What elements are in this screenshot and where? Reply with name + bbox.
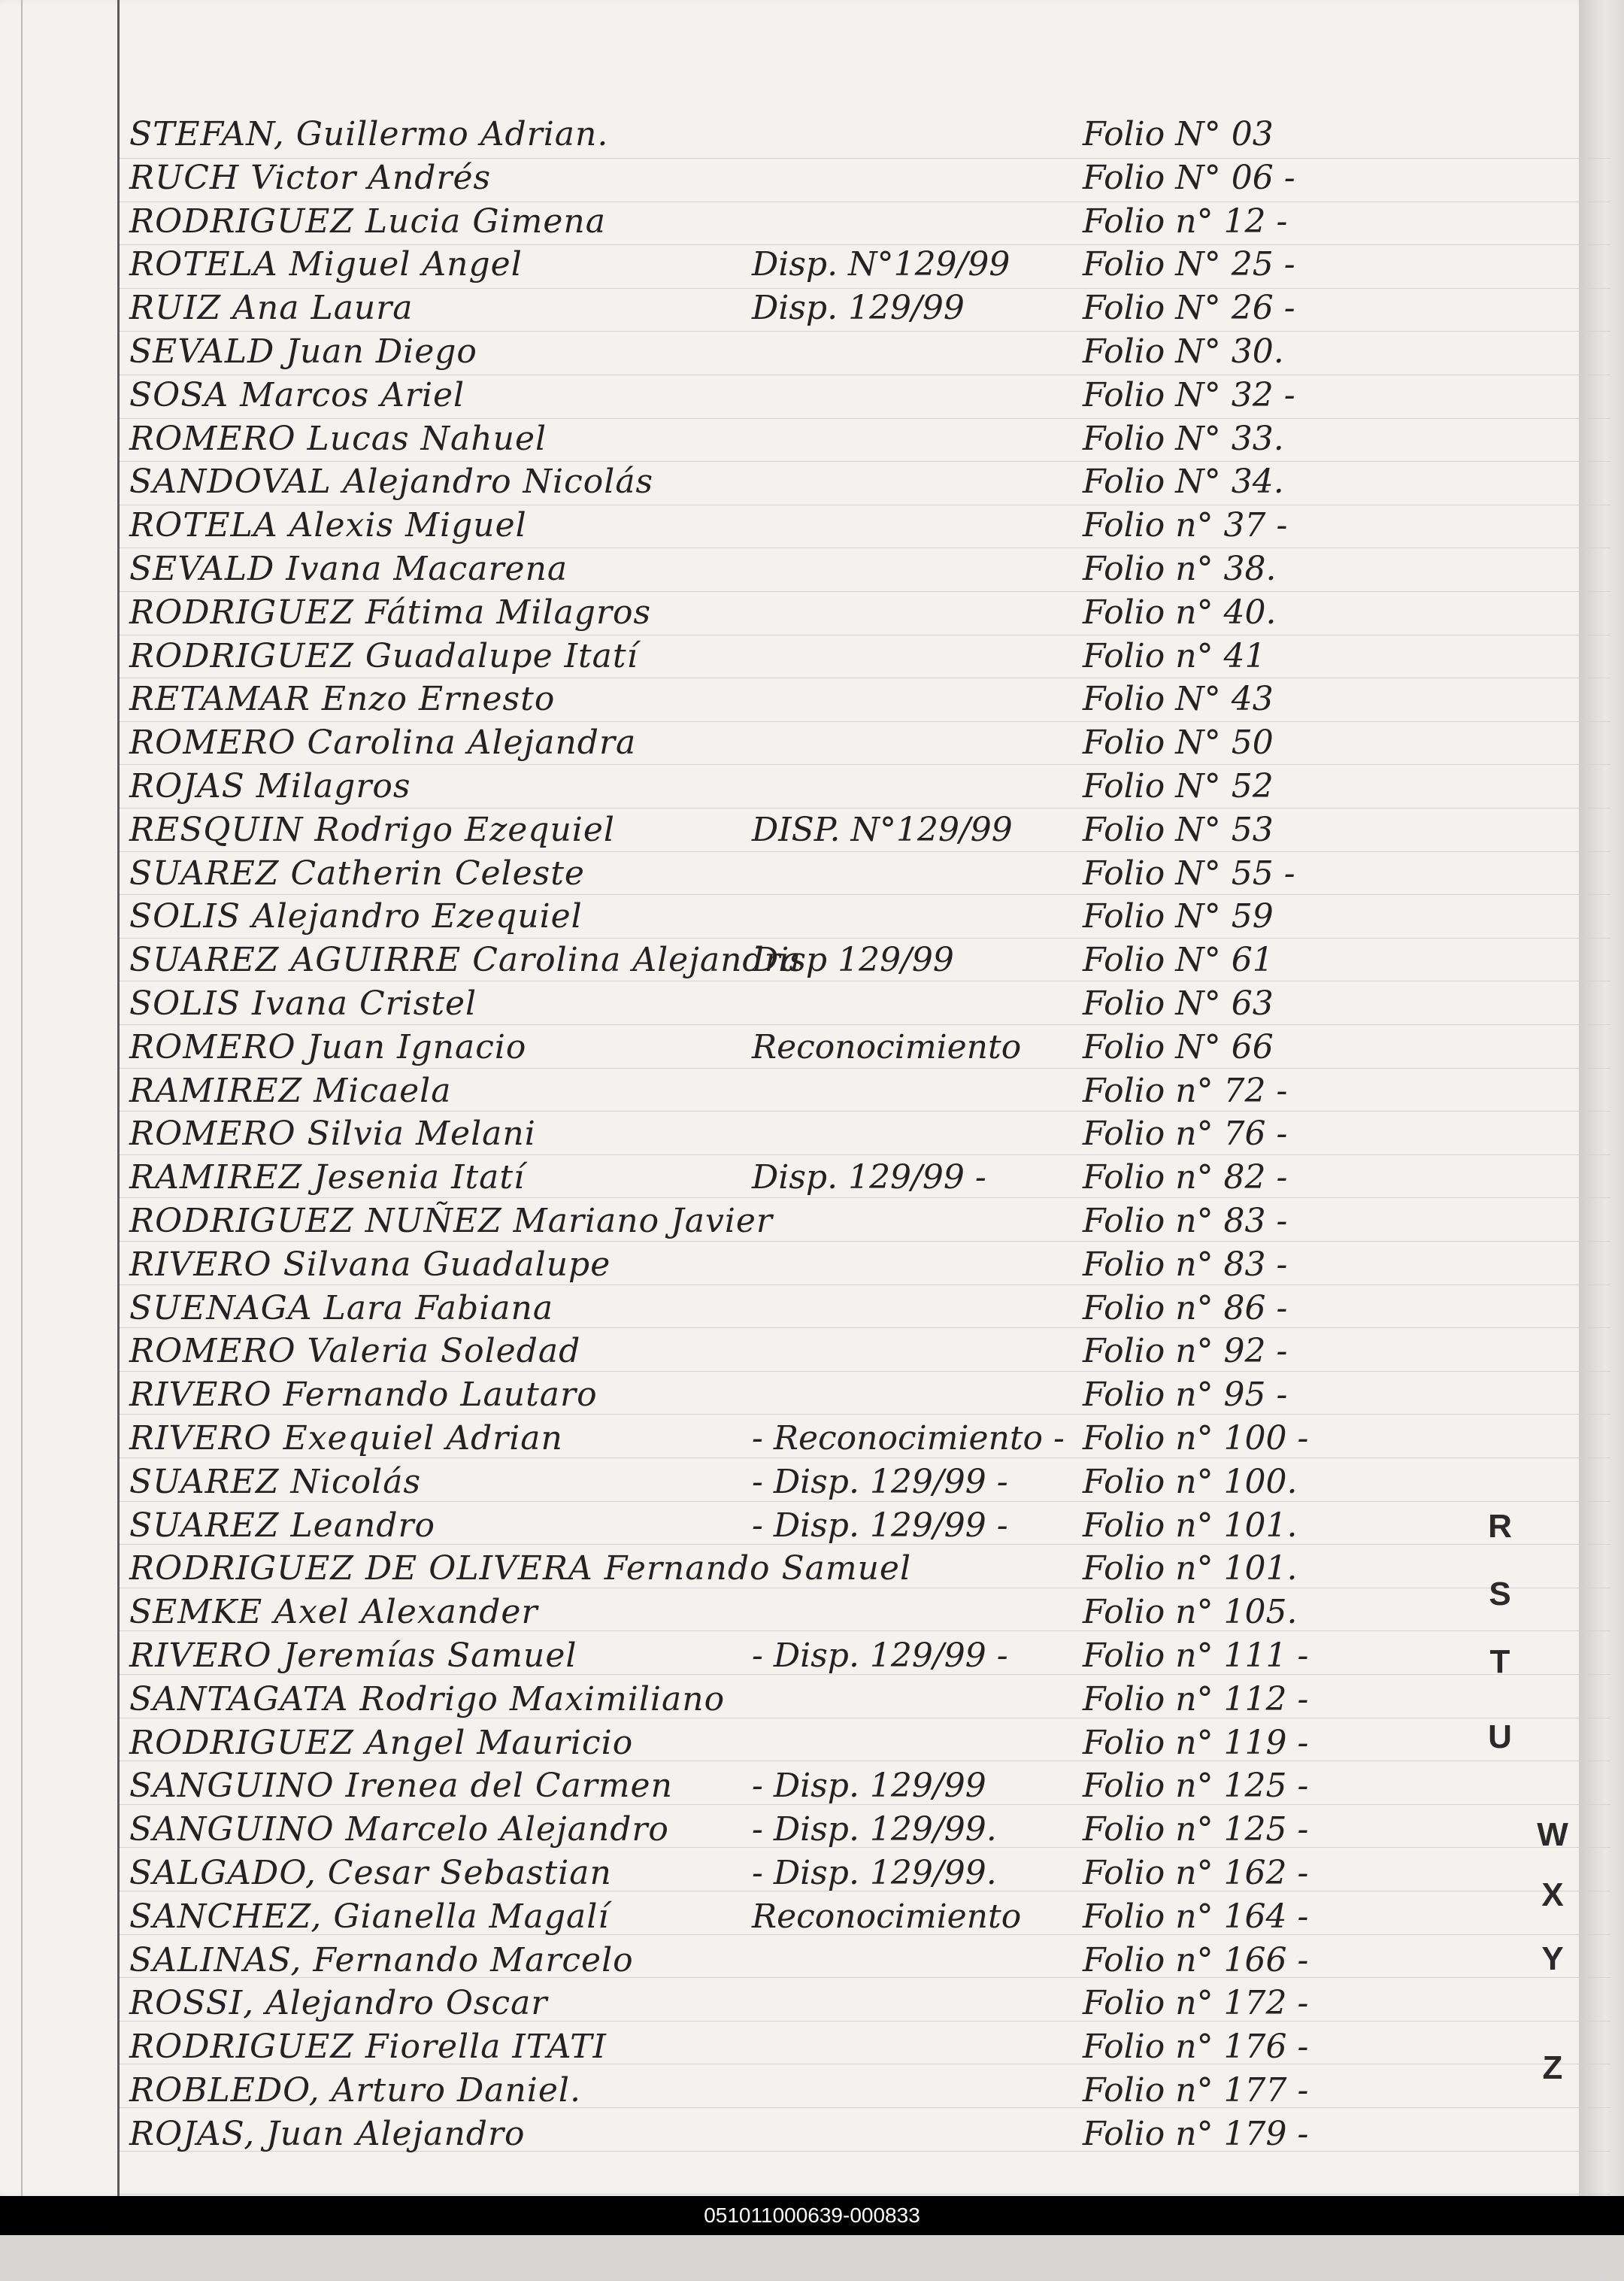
entry-name: SOLIS Ivana Cristel	[129, 984, 477, 1023]
ledger-row	[0, 895, 1624, 939]
entry-name: SALGADO, Cesar Sebastian	[129, 1854, 612, 1892]
entry-folio: Folio N° 33.	[1083, 419, 1284, 458]
entry-folio: Folio n° 12 -	[1083, 202, 1288, 241]
entry-folio: Folio n° 38.	[1083, 550, 1277, 588]
entry-name: SANGUINO Marcelo Alejandro	[129, 1810, 669, 1849]
ledger-row	[0, 1417, 1624, 1461]
ledger-row	[0, 1634, 1624, 1678]
ledger-row	[0, 548, 1624, 591]
entry-folio: Folio n° 166 -	[1083, 1940, 1309, 1979]
ledger-row	[0, 1852, 1624, 1895]
entry-name: SEMKE Axel Alexander	[129, 1593, 538, 1632]
entry-note: DISP. N°129/99	[752, 810, 1013, 849]
ledger-row	[0, 1026, 1624, 1069]
entry-note: - Disp. 129/99.	[752, 1810, 997, 1849]
entry-folio: Folio n° 177 -	[1083, 2071, 1309, 2110]
entry-name: ROJAS, Juan Alejandro	[129, 2114, 526, 2153]
ledger-row	[0, 2025, 1624, 2069]
entry-folio: Folio n° 100 -	[1083, 1419, 1309, 1457]
entry-note: - Disp. 129/99.	[752, 1854, 997, 1892]
entry-name: ROMERO Juan Ignacio	[129, 1027, 527, 1066]
entry-folio: Folio n° 112 -	[1083, 1679, 1309, 1718]
entry-name: SUAREZ Catherin Celeste	[129, 854, 585, 893]
ledger-row	[0, 1721, 1624, 1765]
entry-name: SEVALD Juan Diego	[129, 332, 477, 371]
entry-folio: Folio n° 176 -	[1083, 2028, 1309, 2067]
entry-name: RODRIGUEZ Fiorella ITATI	[129, 2028, 607, 2067]
ledger-row	[0, 2069, 1624, 2113]
ledger-row	[0, 1243, 1624, 1287]
entry-folio: Folio n° 105.	[1083, 1593, 1298, 1632]
entry-note: Reconocimiento	[752, 1897, 1022, 1936]
entry-name: STEFAN, Guillermo Adrian.	[129, 115, 609, 153]
entry-name: SALINAS, Fernando Marcelo	[129, 1940, 634, 1979]
entry-name: SUENAGA Lara Fabiana	[129, 1288, 554, 1327]
ledger-row	[0, 1939, 1624, 1982]
index-tab-s: S	[1489, 1576, 1511, 1612]
index-tab-y: Y	[1541, 1940, 1564, 1977]
entry-name: ROMERO Silvia Melani	[129, 1115, 536, 1154]
entry-name: RODRIGUEZ Angel Mauricio	[129, 1723, 634, 1762]
entry-name: ROMERO Lucas Nahuel	[129, 419, 547, 458]
entry-name: RIVERO Exequiel Adrian	[129, 1419, 563, 1457]
ledger-row	[0, 1808, 1624, 1852]
entry-folio: Folio N° 43	[1083, 680, 1274, 719]
ledger-row	[0, 591, 1624, 635]
entry-folio: Folio n° 83 -	[1083, 1245, 1288, 1284]
entry-note: - Reconocimiento -	[752, 1419, 1065, 1457]
ledger-row	[0, 1200, 1624, 1243]
entry-name: RUCH Victor Andrés	[129, 158, 492, 197]
entry-folio: Folio n° 125 -	[1083, 1810, 1309, 1849]
ledger-row	[0, 678, 1624, 721]
entry-name: RODRIGUEZ NUÑEZ Mariano Javier	[129, 1202, 773, 1240]
entry-name: SOSA Marcos Ariel	[129, 375, 465, 414]
entry-folio: Folio N° 66	[1083, 1027, 1274, 1066]
ruled-line	[120, 2237, 1610, 2238]
entry-folio: Folio n° 111 -	[1083, 1636, 1309, 1675]
ledger-row	[0, 1156, 1624, 1200]
entry-folio: Folio N° 52	[1083, 767, 1274, 805]
entry-folio: Folio N° 06 -	[1083, 158, 1295, 197]
entry-note: Disp. 129/99 -	[752, 1158, 986, 1197]
entry-folio: Folio n° 40.	[1083, 593, 1277, 632]
ledger-row	[0, 1504, 1624, 1548]
ledger-row	[0, 939, 1624, 982]
footer-code: 051011000639-000833	[0, 2196, 1624, 2235]
ledger-row	[0, 1287, 1624, 1330]
entry-name: RODRIGUEZ DE OLIVERA Fernando Samuel	[129, 1549, 912, 1588]
entry-note: - Disp. 129/99 -	[752, 1506, 1008, 1545]
entry-folio: Folio n° 164 -	[1083, 1897, 1309, 1936]
ledger-row	[0, 113, 1624, 156]
ledger-row	[0, 287, 1624, 330]
entry-name: RODRIGUEZ Guadalupe Itatí	[129, 636, 638, 675]
entry-name: ROTELA Miguel Angel	[129, 245, 523, 284]
index-tab-x: X	[1541, 1876, 1564, 1913]
entry-name: RODRIGUEZ Lucia Gimena	[129, 202, 606, 241]
entry-folio: Folio N° 30.	[1083, 332, 1284, 371]
ledger-row	[0, 1678, 1624, 1721]
ledger-row	[0, 721, 1624, 765]
entry-name: RIVERO Fernando Lautaro	[129, 1376, 598, 1415]
ledger-row	[0, 635, 1624, 678]
ledger-row	[0, 1373, 1624, 1417]
ledger-row	[0, 1461, 1624, 1504]
entry-folio: Folio N° 03	[1083, 115, 1274, 153]
entry-name: SANGUINO Irenea del Carmen	[129, 1767, 673, 1806]
entry-folio: Folio n° 119 -	[1083, 1723, 1309, 1762]
ledger-row	[0, 1069, 1624, 1113]
ledger-row	[0, 374, 1624, 417]
ledger-row	[0, 200, 1624, 244]
entry-name: SUAREZ AGUIRRE Carolina Alejandra	[129, 941, 801, 980]
entry-folio: Folio n° 125 -	[1083, 1767, 1309, 1806]
entry-folio: Folio n° 82 -	[1083, 1158, 1288, 1197]
entry-folio: Folio N° 61	[1083, 941, 1274, 980]
entry-name: RUIZ Ana Laura	[129, 289, 414, 328]
entry-name: ROMERO Carolina Alejandra	[129, 723, 637, 763]
entry-folio: Folio n° 41	[1083, 636, 1266, 675]
ledger-row	[0, 504, 1624, 548]
entry-name: ROJAS Milagros	[129, 767, 411, 805]
entry-name: SANTAGATA Rodrigo Maximiliano	[129, 1679, 726, 1718]
index-tab-t: T	[1489, 1643, 1510, 1680]
ledger-row	[0, 808, 1624, 852]
entry-note: - Disp. 129/99 -	[752, 1462, 1008, 1501]
entry-name: SANDOVAL Alejandro Nicolás	[129, 463, 654, 502]
ledger-row	[0, 1330, 1624, 1373]
entry-folio: Folio n° 162 -	[1083, 1854, 1309, 1892]
entry-note: - Disp. 129/99 -	[752, 1636, 1008, 1675]
entry-folio: Folio n° 95 -	[1083, 1376, 1288, 1415]
entry-folio: Folio N° 26 -	[1083, 289, 1295, 328]
ledger-row	[0, 417, 1624, 461]
entry-folio: Folio n° 101.	[1083, 1549, 1298, 1588]
ledger-row	[0, 243, 1624, 287]
index-tab-z: Z	[1542, 2049, 1563, 2086]
entry-folio: Folio n° 76 -	[1083, 1115, 1288, 1154]
entry-folio: Folio n° 101.	[1083, 1506, 1298, 1545]
index-tab-w: W	[1537, 1816, 1568, 1853]
ledger-row	[0, 765, 1624, 808]
entry-name: RIVERO Silvana Guadalupe	[129, 1245, 611, 1284]
entry-folio: Folio n° 172 -	[1083, 1984, 1309, 2023]
entry-folio: Folio N° 55 -	[1083, 854, 1295, 893]
ledger-row	[0, 852, 1624, 896]
entry-name: ROBLEDO, Arturo Daniel.	[129, 2071, 581, 2110]
ledger-row	[0, 330, 1624, 374]
entry-name: SEVALD Ivana Macarena	[129, 550, 568, 588]
entry-folio: Folio N° 34.	[1083, 463, 1284, 502]
ledger-row	[0, 1112, 1624, 1156]
entry-folio: Folio n° 37 -	[1083, 506, 1288, 545]
ledger-row	[0, 1764, 1624, 1808]
entry-name: SANCHEZ, Gianella Magalí	[129, 1897, 610, 1936]
ruled-line	[120, 2194, 1610, 2195]
ledger-row	[0, 1895, 1624, 1939]
entry-note: Disp. N°129/99	[752, 245, 1010, 284]
entry-folio: Folio N° 25 -	[1083, 245, 1295, 284]
entry-name: SUAREZ Nicolás	[129, 1462, 422, 1501]
ledger-row	[0, 1547, 1624, 1591]
index-tab-r: R	[1488, 1508, 1512, 1545]
entry-note: - Disp. 129/99	[752, 1767, 986, 1806]
entry-name: RAMIREZ Jesenia Itatí	[129, 1158, 526, 1197]
entry-name: RAMIREZ Micaela	[129, 1071, 452, 1110]
entry-folio: Folio N° 32 -	[1083, 375, 1295, 414]
entry-note: Disp 129/99	[752, 941, 954, 980]
entry-folio: Folio n° 86 -	[1083, 1288, 1288, 1327]
ledger-row	[0, 2113, 1624, 2156]
ledger-row	[0, 156, 1624, 200]
entry-name: RETAMAR Enzo Ernesto	[129, 680, 556, 719]
entry-folio: Folio N° 59	[1083, 897, 1274, 936]
entry-note: Reconocimiento	[752, 1027, 1022, 1066]
entry-name: SOLIS Alejandro Ezequiel	[129, 897, 583, 936]
entry-folio: Folio n° 179 -	[1083, 2114, 1309, 2153]
entry-name: RODRIGUEZ Fátima Milagros	[129, 593, 652, 632]
entry-note: Disp. 129/99	[752, 289, 965, 328]
ledger-row	[0, 1982, 1624, 2025]
entry-folio: Folio N° 53	[1083, 810, 1274, 849]
ledger-row	[0, 982, 1624, 1026]
entry-folio: Folio N° 50	[1083, 723, 1274, 763]
entry-name: ROTELA Alexis Miguel	[129, 506, 527, 545]
entry-folio: Folio n° 100.	[1083, 1462, 1298, 1501]
entry-name: RIVERO Jeremías Samuel	[129, 1636, 577, 1675]
entry-name: SUAREZ Leandro	[129, 1506, 435, 1545]
entry-folio: Folio n° 92 -	[1083, 1332, 1288, 1371]
entry-folio: Folio N° 63	[1083, 984, 1274, 1023]
index-tab-u: U	[1488, 1718, 1512, 1755]
entry-name: ROMERO Valeria Soledad	[129, 1332, 581, 1371]
ledger-row	[0, 460, 1624, 504]
entry-name: ROSSI, Alejandro Oscar	[129, 1984, 548, 2023]
ledger-row	[0, 1591, 1624, 1634]
entry-folio: Folio n° 83 -	[1083, 1202, 1288, 1240]
entry-name: RESQUIN Rodrigo Ezequiel	[129, 810, 615, 849]
entry-folio: Folio n° 72 -	[1083, 1071, 1288, 1110]
index-tabs	[1466, 1497, 1586, 2128]
